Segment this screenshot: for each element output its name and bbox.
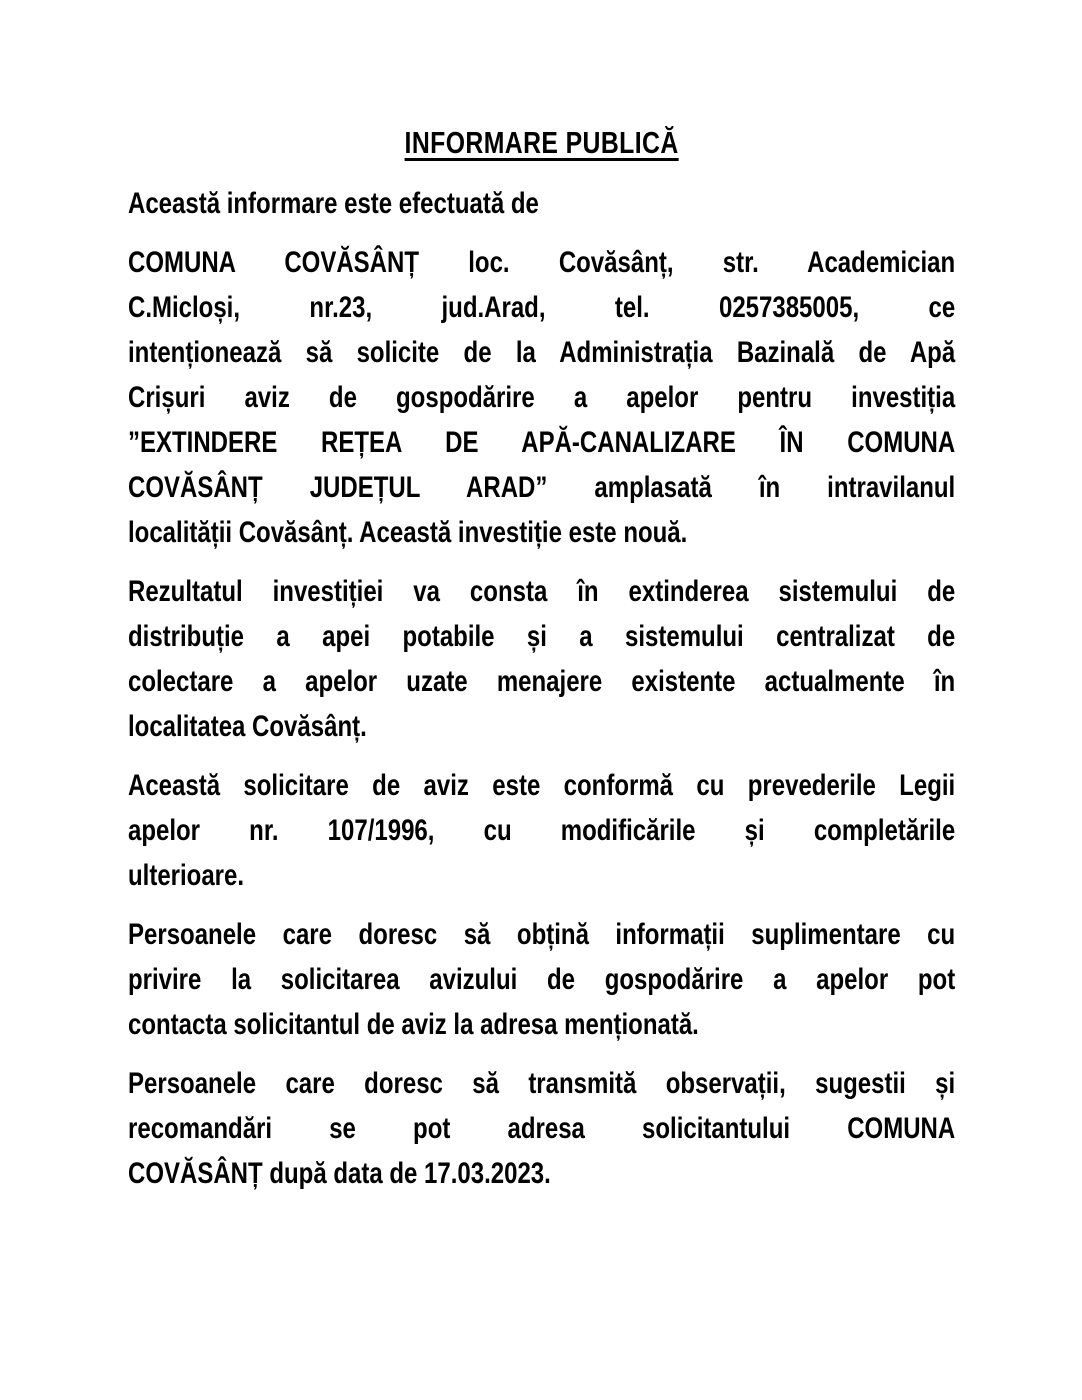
text-line: COVĂSÂNȚ după data de 17.03.2023. xyxy=(128,1157,551,1190)
text-line: localității Covăsânț. Această investiție este nouă. xyxy=(128,516,688,549)
text-line: localitatea Covăsânț. xyxy=(128,710,367,743)
paragraph-applicant-and-project xyxy=(128,240,955,555)
paragraph-legal-basis xyxy=(128,763,955,898)
text-line: ”EXTINDERE REȚEA DE APĂ-CANALIZARE ÎN COMUNA xyxy=(128,426,956,459)
paragraphs-container xyxy=(128,181,955,1196)
document-title xyxy=(128,120,955,165)
text-line: Crișuri aviz de gospodărire a apelor pentru investiția xyxy=(128,381,956,414)
text-line: Această solicitare de aviz este conformă cu prevederile Legii xyxy=(128,769,956,802)
text-line: colectare a apelor uzate menajere existente actualmente în xyxy=(128,665,956,698)
text-line: intenționează să solicite de la Administrația Bazinală de Apă xyxy=(128,336,956,369)
text-line: Persoanele care doresc să obțină informații suplimentare cu xyxy=(128,918,956,951)
text-line: privire la solicitarea avizului de gospodărire a apelor pot xyxy=(128,963,956,996)
text-line: Persoanele care doresc să transmită observații, sugestii și xyxy=(128,1067,956,1100)
document-content xyxy=(128,120,955,1196)
text-line: recomandări se pot adresa solicitantului COMUNA xyxy=(128,1112,956,1145)
paragraph-intro xyxy=(128,181,955,226)
text-line: COMUNA COVĂSÂNȚ loc. Covăsânț, str. Academician xyxy=(128,246,956,279)
text-line: contacta solicitantul de aviz la adresa menționată. xyxy=(128,1008,699,1041)
paragraph-observations-deadline xyxy=(128,1061,955,1196)
text-line: distribuție a apei potabile și a sistemului centralizat de xyxy=(128,620,956,653)
text-line: Rezultatul investiției va consta în extinderea sistemului de xyxy=(128,575,956,608)
text-line: COVĂSÂNȚ JUDEȚUL ARAD” amplasată în intravilanul xyxy=(128,471,956,504)
text-line: ulterioare. xyxy=(128,859,245,892)
text-line: apelor nr. 107/1996, cu modificările și completările xyxy=(128,814,956,847)
paragraph-additional-info-contact xyxy=(128,912,955,1047)
document-title-text: INFORMARE PUBLICĂ xyxy=(404,125,679,160)
text-line: Această informare este efectuată de xyxy=(128,187,539,220)
paragraph-investment-result xyxy=(128,569,955,749)
text-line: C.Micloși, nr.23, jud.Arad, tel. 0257385005, ce xyxy=(128,291,956,324)
